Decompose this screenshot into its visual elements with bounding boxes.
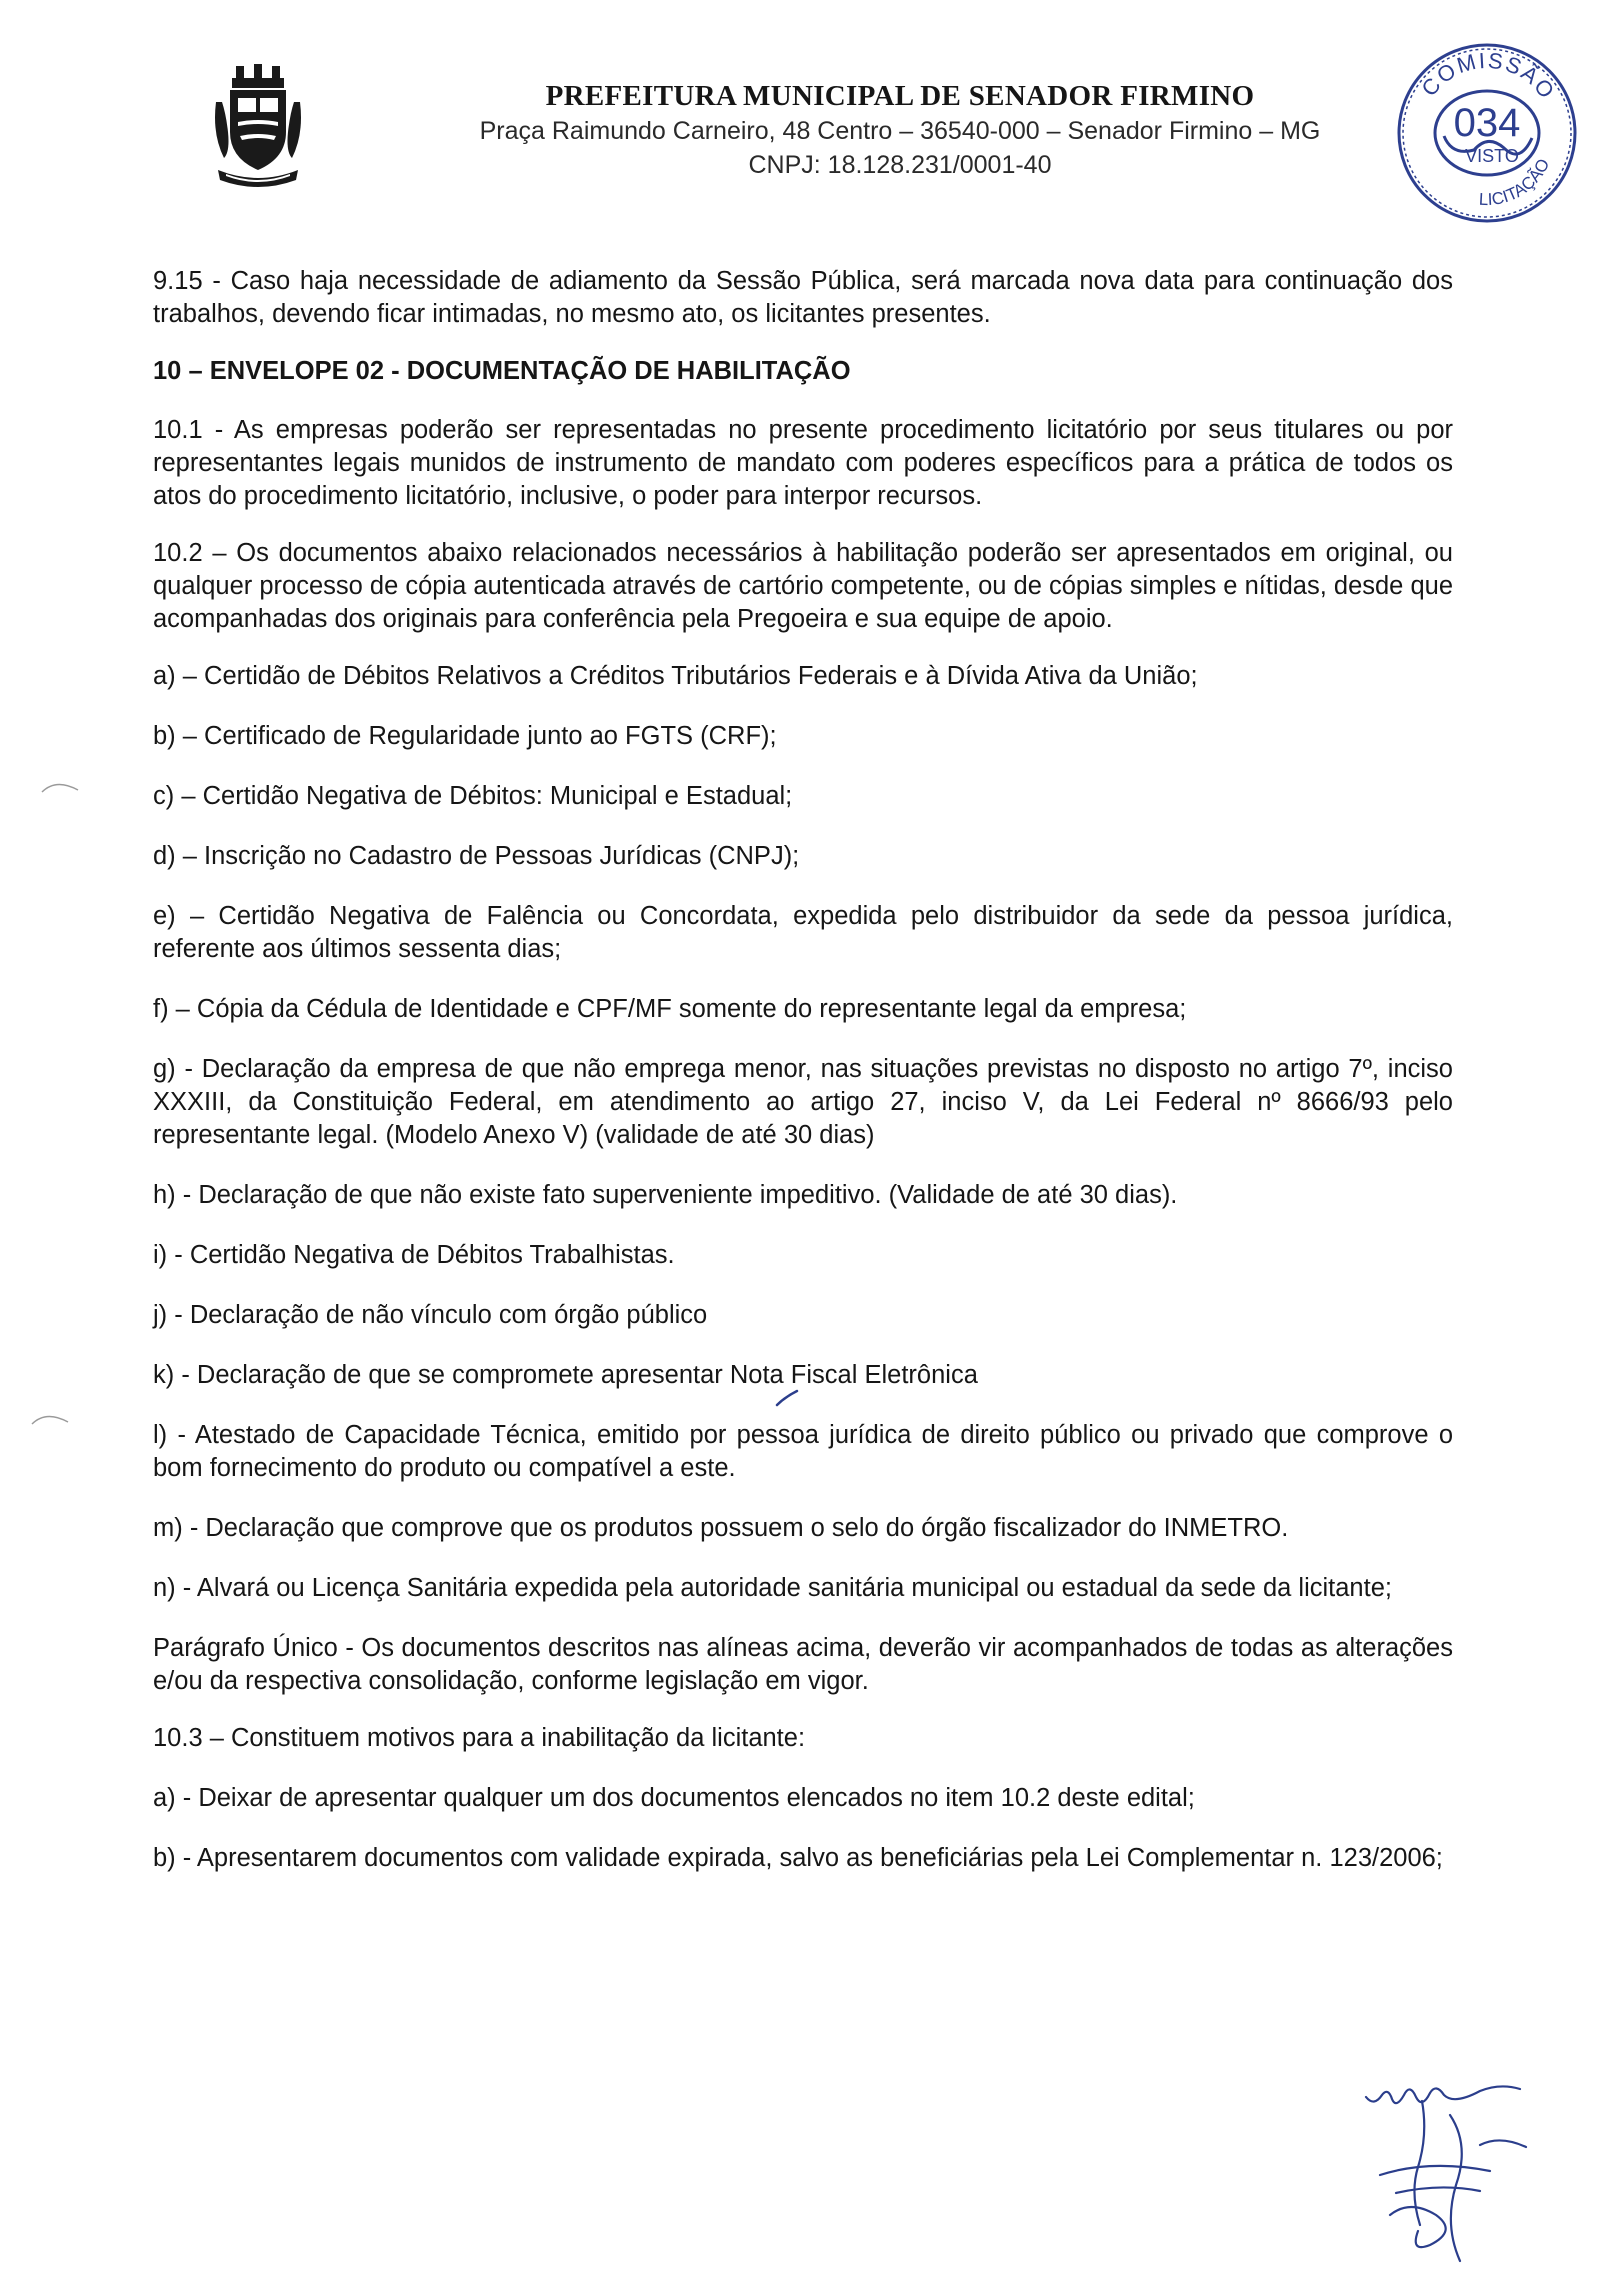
commission-stamp-icon (1392, 38, 1582, 228)
item-10-2-g: g) - Declaração da empresa de que não emprega menor, nas situações previstas no disposto no artigo 7º, inciso XXXIII, da Constituição Federal, em atendimento ao artigo 27, inciso V, da Lei Federal nº 8666/93 pelo representante legal. (Modelo Anexo V) (validade de até 30 dias) (153, 1055, 1453, 1149)
item-10-2-i: i) - Certidão Negativa de Débitos Trabalhistas. (153, 1241, 675, 1269)
stamp-middle-text: VISTO (1465, 146, 1519, 166)
item-10-2-k: k) - Declaração de que se compromete apresentar Nota Fiscal Eletrônica (153, 1361, 978, 1389)
item-10-2-j: j) - Declaração de não vínculo com órgão público (153, 1301, 708, 1329)
item-10-2-b: b) – Certificado de Regularidade junto ao FGTS (CRF); (153, 722, 777, 750)
item-10-2-f: f) – Cópia da Cédula de Identidade e CPF/MF somente do representante legal da empresa; (153, 995, 1187, 1023)
scan-margin-mark-icon (30, 1410, 70, 1428)
item-10-2-l: l) - Atestado de Capacidade Técnica, emitido por pessoa jurídica de direito público ou privado que comprove o bom fornecimento do produto ou compatível a este. (153, 1421, 1453, 1482)
pen-tick-mark-icon (775, 1389, 799, 1407)
item-10-2-n: n) - Alvará ou Licença Sanitária expedida pela autoridade sanitária municipal ou estadual da sede da licitante; (153, 1574, 1392, 1602)
paragrafo-unico: Parágrafo Único - Os documentos descritos nas alíneas acima, deverão vir acompanhados de todas as alterações e/ou da respectiva consolidação, conforme legislação em vigor. (153, 1634, 1453, 1695)
letterhead (400, 78, 1400, 182)
org-address: Praça Raimundo Carneiro, 48 Centro – 36540-000 – Senador Firmino – MG (479, 117, 1321, 145)
item-10-2-m: m) - Declaração que comprove que os produtos possuem o selo do órgão fiscalizador do INMETRO. (153, 1514, 1289, 1542)
item-10-3-a: a) - Deixar de apresentar qualquer um dos documentos elencados no item 10.2 deste edital; (153, 1784, 1195, 1812)
municipal-coat-of-arms-icon (212, 62, 304, 194)
scan-margin-mark-icon (40, 778, 80, 796)
stamp-top-text: COMISSÃO (1416, 47, 1561, 105)
document-body (153, 265, 1453, 1902)
item-10-2-a: a) – Certidão de Débitos Relativos a Créditos Tributários Federais e à Dívida Ativa da União; (153, 662, 1198, 690)
stamp-number: 034 (1453, 101, 1521, 145)
org-cnpj: CNPJ: 18.128.231/0001-40 (748, 151, 1052, 179)
stamp-bottom-text: LICITAÇÃO (1478, 155, 1554, 210)
item-10-2-d: d) – Inscrição no Cadastro de Pessoas Jurídicas (CNPJ); (153, 842, 800, 870)
item-10-2-c: c) – Certidão Negativa de Débitos: Municipal e Estadual; (153, 782, 793, 810)
item-10-2-e: e) – Certidão Negativa de Falência ou Concordata, expedida pelo distribuidor da sede da pessoa jurídica, referente aos últimos sessenta dias; (153, 902, 1453, 963)
paragraph-9-15: 9.15 - Caso haja necessidade de adiamento da Sessão Pública, será marcada nova data para continuação dos trabalhos, devendo ficar intimadas, no mesmo ato, os licitantes presentes. (153, 267, 1453, 328)
section-10-heading: 10 – ENVELOPE 02 - DOCUMENTAÇÃO DE HABILITAÇÃO (153, 357, 851, 385)
handwritten-signature-icon (1360, 2075, 1540, 2265)
paragraph-10-1: 10.1 - As empresas poderão ser representadas no presente procedimento licitatório por seus titulares ou por representantes legais munidos de instrumento de mandato com poderes específicos para a prática de todos os atos do procedimento licitatório, inclusive, o poder para interpor recursos. (153, 416, 1453, 510)
paragraph-10-3: 10.3 – Constituem motivos para a inabilitação da licitante: (153, 1724, 806, 1752)
item-10-2-h: h) - Declaração de que não existe fato superveniente impeditivo. (Validade de até 30 dias). (153, 1181, 1178, 1209)
org-name: PREFEITURA MUNICIPAL DE SENADOR FIRMINO (545, 80, 1255, 112)
item-10-3-b: b) - Apresentarem documentos com validade expirada, salvo as beneficiárias pela Lei Complementar n. 123/2006; (153, 1844, 1443, 1872)
paragraph-10-2: 10.2 – Os documentos abaixo relacionados necessários à habilitação poderão ser apresentados em original, ou qualquer processo de cópia autenticada através de cartório competente, ou de cópias simples e nítidas, desde que acompanhadas dos originais para conferência pela Pregoeira e sua equipe de apoio. (153, 539, 1453, 633)
